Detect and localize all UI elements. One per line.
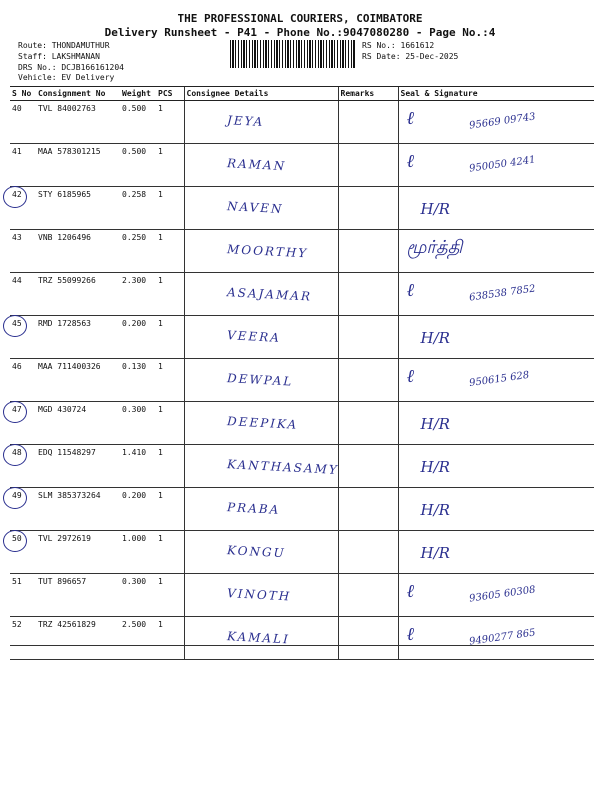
table-bottom-rule <box>10 645 594 646</box>
table-row <box>10 273 594 316</box>
col-sno: S No <box>10 87 36 101</box>
signature: ℓ <box>406 581 414 602</box>
cell-weight: 0.200 <box>120 488 156 531</box>
cell-remarks <box>338 101 398 144</box>
signature-area <box>401 147 593 183</box>
cell-consignment: TVL 2972619 <box>36 531 120 574</box>
signature-area <box>401 104 593 140</box>
cell-sno <box>10 101 36 144</box>
table-row <box>10 101 594 144</box>
cell-consignment: TUT 896657 <box>36 574 120 617</box>
consignee-name: KANTHASAMY <box>226 457 339 477</box>
cell-pcs: 1 <box>156 187 184 230</box>
signature: மூர்த்தி <box>406 237 463 258</box>
rs-date: RS Date: 25-Dec-2025 <box>362 52 459 61</box>
cell-signature <box>398 445 594 488</box>
route: Route: THONDAMUTHUR <box>18 41 110 50</box>
consignee-name: RAMAN <box>226 156 287 174</box>
cell-consignee <box>184 488 338 531</box>
consignee-name: PRABA <box>226 500 281 517</box>
cell-remarks <box>338 574 398 617</box>
signature-area <box>401 276 593 312</box>
phone-number: 950615 628 <box>468 369 530 390</box>
cell-signature <box>398 488 594 531</box>
cell-consignment: MAA 711400326 <box>36 359 120 402</box>
cell-pcs: 1 <box>156 316 184 359</box>
col-pcs: PCS <box>156 87 184 101</box>
circle-mark <box>3 444 27 466</box>
cell-pcs: 1 <box>156 445 184 488</box>
consignee-name: DEEPIKA <box>226 414 298 432</box>
consignee-name: VINOTH <box>226 586 292 604</box>
rs-number: RS No.: 1661612 <box>362 41 435 50</box>
signature: H/R <box>420 200 450 218</box>
circle-mark <box>3 186 27 208</box>
vehicle: Vehicle: EV Delivery <box>18 73 115 82</box>
cell-remarks <box>338 316 398 359</box>
signature-area <box>401 577 593 613</box>
table-row <box>10 617 594 660</box>
col-weight: Weight <box>120 87 156 101</box>
cell-weight: 0.250 <box>120 230 156 273</box>
cell-weight: 1.000 <box>120 531 156 574</box>
cell-signature <box>398 101 594 144</box>
signature-area <box>401 448 593 484</box>
cell-signature <box>398 531 594 574</box>
cell-pcs: 1 <box>156 230 184 273</box>
phone-number: 95669 09743 <box>468 111 536 132</box>
signature-area <box>401 405 593 441</box>
cell-signature <box>398 316 594 359</box>
signature: H/R <box>420 329 450 347</box>
cell-sno <box>10 574 36 617</box>
cell-sno <box>10 187 36 230</box>
phone-number: 93605 60308 <box>468 584 536 605</box>
barcode <box>230 40 355 68</box>
signature-area <box>401 362 593 398</box>
cell-sno <box>10 445 36 488</box>
signature-area <box>401 233 593 269</box>
runsheet-subtitle: Delivery Runsheet - P41 - Phone No.:9047080280 - Page No.:4 <box>104 26 496 39</box>
consignee-name: MOORTHY <box>226 242 309 261</box>
circle-mark <box>3 315 27 337</box>
consignee-name: JEYA <box>226 113 265 130</box>
cell-weight: 0.200 <box>120 316 156 359</box>
cell-pcs: 1 <box>156 144 184 187</box>
cell-consignment: EDQ 11548297 <box>36 445 120 488</box>
cell-consignee <box>184 617 338 660</box>
cell-signature <box>398 144 594 187</box>
cell-consignee <box>184 445 338 488</box>
cell-weight: 1.410 <box>120 445 156 488</box>
cell-consignment: MAA 578301215 <box>36 144 120 187</box>
table-row <box>10 187 594 230</box>
cell-consignee <box>184 101 338 144</box>
phone-number: 638538 7852 <box>468 283 536 304</box>
cell-consignment: TRZ 55099266 <box>36 273 120 316</box>
consignee-name: KAMALI <box>226 629 290 647</box>
sno-value: 52 <box>12 620 22 629</box>
sno-value: 46 <box>12 362 22 371</box>
signature: H/R <box>420 458 450 476</box>
sno-value: 41 <box>12 147 22 156</box>
cell-consignment: SLM 385373264 <box>36 488 120 531</box>
cell-sno <box>10 617 36 660</box>
cell-weight: 0.300 <box>120 574 156 617</box>
sno-value: 40 <box>12 104 22 113</box>
cell-consignee <box>184 144 338 187</box>
signature: ℓ <box>406 151 414 172</box>
signature-area <box>401 620 593 656</box>
cell-consignee <box>184 402 338 445</box>
table-row <box>10 402 594 445</box>
cell-weight: 0.258 <box>120 187 156 230</box>
cell-pcs: 1 <box>156 402 184 445</box>
cell-signature <box>398 230 594 273</box>
cell-pcs: 1 <box>156 488 184 531</box>
cell-remarks <box>338 445 398 488</box>
signature: ℓ <box>406 366 414 387</box>
cell-pcs: 1 <box>156 273 184 316</box>
table-row <box>10 531 594 574</box>
cell-pcs: 1 <box>156 101 184 144</box>
cell-remarks <box>338 488 398 531</box>
cell-sno <box>10 230 36 273</box>
cell-weight: 0.500 <box>120 101 156 144</box>
cell-consignment: TRZ 42561829 <box>36 617 120 660</box>
table-header <box>10 87 594 101</box>
cell-sno <box>10 531 36 574</box>
circle-mark <box>3 401 27 423</box>
company-title: THE PROFESSIONAL COURIERS, COIMBATORE <box>177 12 423 25</box>
table-row <box>10 488 594 531</box>
cell-consignee <box>184 230 338 273</box>
cell-consignment: RMD 1728563 <box>36 316 120 359</box>
table-row <box>10 359 594 402</box>
signature-area <box>401 190 593 226</box>
cell-consignee <box>184 187 338 230</box>
signature: H/R <box>420 501 450 519</box>
cell-sno <box>10 402 36 445</box>
cell-consignee <box>184 574 338 617</box>
circle-mark <box>3 487 27 509</box>
sno-value: 49 <box>12 491 22 500</box>
cell-consignment: STY 6185965 <box>36 187 120 230</box>
cell-remarks <box>338 617 398 660</box>
circle-mark <box>3 530 27 552</box>
cell-consignment: VNB 1206496 <box>36 230 120 273</box>
signature: ℓ <box>406 108 414 129</box>
signature: H/R <box>420 415 450 433</box>
sno-value: 42 <box>12 190 22 199</box>
runsheet-table <box>10 86 594 660</box>
cell-weight: 0.300 <box>120 402 156 445</box>
cell-signature <box>398 574 594 617</box>
cell-remarks <box>338 230 398 273</box>
cell-sno <box>10 488 36 531</box>
staff: Staff: LAKSHMANAN <box>18 52 100 61</box>
col-consignment: Consignment No <box>36 87 120 101</box>
cell-sno <box>10 273 36 316</box>
sno-value: 48 <box>12 448 22 457</box>
cell-weight: 2.500 <box>120 617 156 660</box>
table-row <box>10 316 594 359</box>
cell-signature <box>398 273 594 316</box>
cell-consignee <box>184 359 338 402</box>
col-remarks: Remarks <box>338 87 398 101</box>
table-row <box>10 230 594 273</box>
cell-consignment: MGD 430724 <box>36 402 120 445</box>
cell-consignee <box>184 273 338 316</box>
consignee-name: NAVEN <box>226 199 284 217</box>
sno-value: 45 <box>12 319 22 328</box>
consignee-name: KONGU <box>226 543 286 561</box>
cell-remarks <box>338 144 398 187</box>
table-row <box>10 144 594 187</box>
signature: ℓ <box>406 624 414 645</box>
col-signature: Seal & Signature <box>398 87 594 101</box>
cell-remarks <box>338 402 398 445</box>
sno-value: 44 <box>12 276 22 285</box>
cell-pcs: 1 <box>156 617 184 660</box>
cell-remarks <box>338 187 398 230</box>
signature: H/R <box>420 544 450 562</box>
col-consignee: Consignee Details <box>184 87 338 101</box>
sno-value: 51 <box>12 577 22 586</box>
sno-value: 47 <box>12 405 22 414</box>
cell-weight: 0.130 <box>120 359 156 402</box>
signature-area <box>401 534 593 570</box>
consignee-name: ASAJAMAR <box>226 285 312 304</box>
consignee-name: VEERA <box>226 328 281 345</box>
cell-weight: 0.500 <box>120 144 156 187</box>
cell-remarks <box>338 273 398 316</box>
drs-number: DRS No.: DCJB166161204 <box>18 63 124 72</box>
cell-sno <box>10 316 36 359</box>
cell-remarks <box>338 359 398 402</box>
cell-sno <box>10 144 36 187</box>
signature-area <box>401 491 593 527</box>
phone-number: 950050 4241 <box>468 154 536 175</box>
cell-consignee <box>184 316 338 359</box>
sno-value: 50 <box>12 534 22 543</box>
cell-pcs: 1 <box>156 574 184 617</box>
cell-remarks <box>338 531 398 574</box>
phone-number: 9490277 865 <box>468 627 536 648</box>
table-row <box>10 574 594 617</box>
cell-sno <box>10 359 36 402</box>
cell-signature <box>398 187 594 230</box>
signature: ℓ <box>406 280 414 301</box>
table-row <box>10 445 594 488</box>
sno-value: 43 <box>12 233 22 242</box>
cell-signature <box>398 402 594 445</box>
consignee-name: DEWPAL <box>226 371 294 389</box>
cell-pcs: 1 <box>156 359 184 402</box>
cell-pcs: 1 <box>156 531 184 574</box>
cell-consignment: TVL 84002763 <box>36 101 120 144</box>
cell-signature <box>398 617 594 660</box>
cell-weight: 2.300 <box>120 273 156 316</box>
cell-consignee <box>184 531 338 574</box>
signature-area <box>401 319 593 355</box>
cell-signature <box>398 359 594 402</box>
